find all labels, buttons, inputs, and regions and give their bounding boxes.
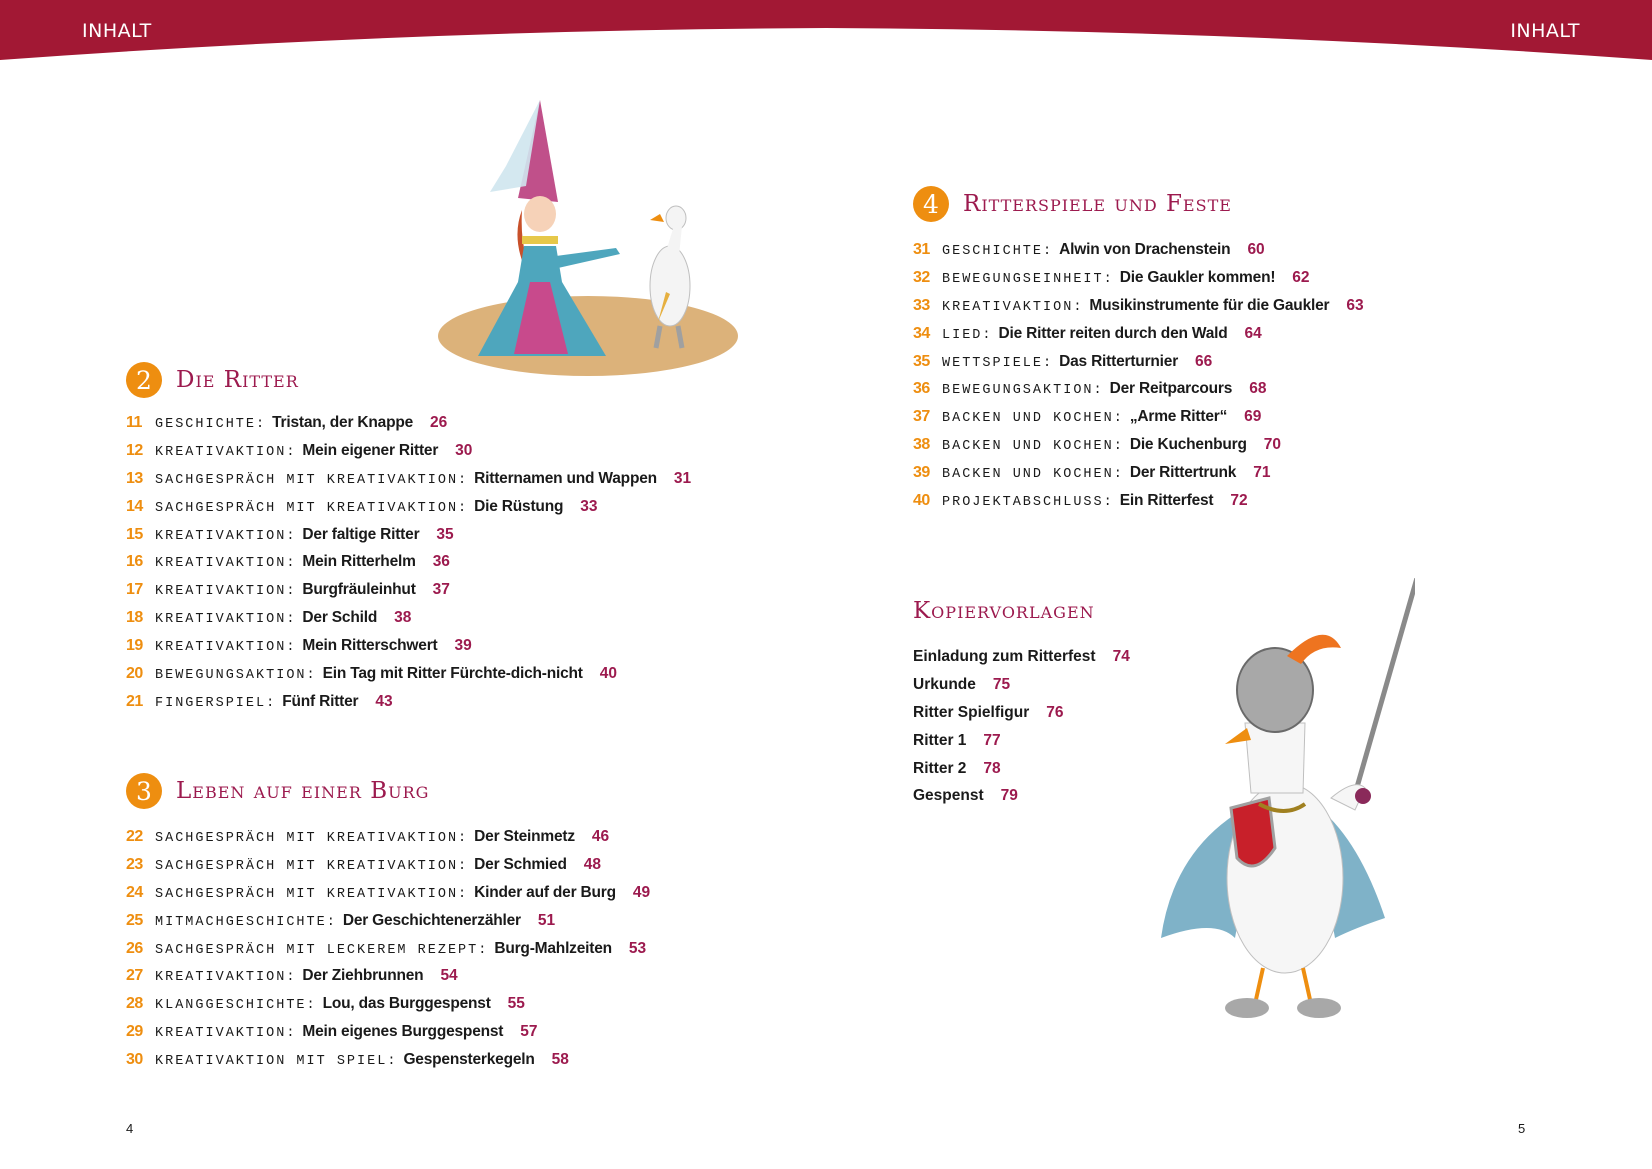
entry-page: 31: [673, 469, 692, 487]
kopiervorlage-entry[interactable]: [913, 732, 1130, 760]
entry-title: Musikinstrumente für die Gaukler: [1089, 296, 1330, 314]
toc-entry[interactable]: [126, 995, 650, 1023]
entry-title: Der faltige Ritter: [302, 525, 420, 543]
section-heading-3: [126, 773, 429, 809]
toc-entry[interactable]: [126, 414, 691, 442]
entry-category: KREATIVAKTION:: [155, 612, 297, 628]
kopiervorlage-entry[interactable]: [913, 760, 1130, 788]
section-title: Die Ritter: [176, 367, 299, 393]
entry-category: WETTSPIELE:: [942, 355, 1054, 371]
entry-page: 53: [628, 939, 647, 957]
toc-entry[interactable]: [126, 1051, 650, 1079]
entry-title: Der Schmied: [474, 855, 567, 873]
entry-category: LIED:: [942, 327, 993, 343]
toc-entry[interactable]: [913, 269, 1364, 297]
section-number-badge: 3: [126, 773, 162, 809]
entry-page: 38: [394, 609, 412, 627]
entry-number: 32: [913, 268, 930, 286]
toc-entry[interactable]: [126, 553, 691, 581]
entry-number: 36: [913, 380, 930, 398]
entry-category: GESCHICHTE:: [155, 417, 267, 432]
entry-page: 51: [537, 911, 556, 929]
entry-page: 76: [1046, 703, 1064, 721]
entry-number: 13: [126, 469, 143, 487]
entry-number: 14: [126, 497, 143, 515]
entry-category: SACHGESPRÄCH MIT KREATIVAKTION:: [155, 886, 469, 902]
entry-category: BEWEGUNGSEINHEIT:: [942, 271, 1114, 287]
entry-page: 68: [1249, 380, 1267, 398]
toc-entry[interactable]: [913, 241, 1364, 269]
entry-title: Kinder auf der Burg: [474, 883, 616, 901]
entry-title: Ein Tag mit Ritter Fürchte-dich-nicht: [322, 665, 583, 683]
entry-title: Fünf Ritter: [282, 692, 359, 710]
toc-entry[interactable]: [913, 325, 1364, 353]
entry-page: 72: [1230, 492, 1248, 510]
entry-title: Die Kuchenburg: [1129, 436, 1247, 454]
kopiervorlage-entry[interactable]: [913, 648, 1130, 676]
toc-entry[interactable]: [126, 912, 650, 940]
toc-entry[interactable]: [126, 526, 691, 554]
entry-number: 11: [126, 414, 142, 431]
kopiervorlage-entry[interactable]: [913, 676, 1130, 704]
toc-entry[interactable]: [126, 1023, 650, 1051]
entry-title: Lou, das Burggespenst: [322, 995, 491, 1013]
entry-category: GESCHICHTE:: [942, 244, 1054, 259]
entry-title: Ritter 2: [913, 759, 967, 777]
entry-category: BEWEGUNGSAKTION:: [942, 383, 1104, 399]
toc-entry[interactable]: [126, 828, 650, 856]
entry-title: Mein eigenes Burggespenst: [302, 1023, 504, 1041]
section-title: Leben auf einer Burg: [176, 778, 430, 804]
entry-category: MITMACHGESCHICHTE:: [155, 914, 337, 930]
entry-number: 38: [913, 436, 930, 454]
toc-entry[interactable]: [126, 637, 691, 665]
header-label-left: INHALT: [82, 20, 152, 42]
toc-entry[interactable]: [913, 408, 1364, 436]
entry-title: Ein Ritterfest: [1119, 492, 1214, 510]
kopiervorlage-entry[interactable]: [913, 787, 1130, 815]
entry-number: 16: [126, 553, 143, 571]
entry-number: 17: [126, 581, 143, 599]
entry-category: BACKEN UND KOCHEN:: [942, 467, 1124, 483]
toc-entry[interactable]: [126, 442, 691, 470]
section-heading-4: [913, 186, 1232, 222]
entry-page: 30: [455, 441, 473, 459]
entry-page: 39: [454, 637, 472, 655]
toc-list-section-4: [913, 241, 1364, 520]
entry-title: Der Geschichtenerzähler: [342, 911, 521, 929]
entry-page: 36: [432, 553, 450, 571]
entry-category: SACHGESPRÄCH MIT KREATIVAKTION:: [155, 472, 469, 488]
entry-category: FINGERSPIEL:: [155, 695, 277, 711]
toc-list-section-2: [126, 414, 691, 721]
entry-page: 60: [1247, 241, 1265, 258]
entry-title: Alwin von Drachenstein: [1059, 241, 1231, 258]
toc-entry[interactable]: [126, 856, 650, 884]
entry-number: 35: [913, 352, 930, 370]
entry-page: 78: [983, 759, 1001, 777]
page-number-left: 4: [126, 1121, 134, 1136]
entry-title: Ritter Spielfigur: [913, 703, 1030, 721]
entry-title: Urkunde: [913, 675, 976, 693]
entry-title: Einladung zum Ritterfest: [913, 648, 1096, 665]
entry-category: BACKEN UND KOCHEN:: [942, 411, 1124, 427]
entry-number: 24: [126, 883, 143, 901]
entry-category: KREATIVAKTION:: [942, 299, 1084, 315]
entry-page: 63: [1346, 296, 1364, 314]
toc-entry[interactable]: [126, 498, 691, 526]
toc-entry[interactable]: [126, 665, 691, 693]
entry-page: 69: [1244, 408, 1262, 426]
entry-page: 49: [632, 883, 651, 901]
entry-category: SACHGESPRÄCH MIT LECKEREM REZEPT:: [155, 942, 489, 958]
entry-title: Ritter 1: [913, 731, 967, 749]
entry-category: KREATIVAKTION MIT SPIEL:: [155, 1054, 398, 1070]
toc-entry[interactable]: [126, 581, 691, 609]
entry-title: Die Ritter reiten durch den Wald: [998, 324, 1228, 342]
entry-page: 71: [1253, 464, 1271, 482]
page-number-right: 5: [1518, 1121, 1526, 1136]
entry-category: KREATIVAKTION:: [155, 444, 297, 460]
toc-entry[interactable]: [913, 297, 1364, 325]
kopiervorlage-entry[interactable]: [913, 704, 1130, 732]
entry-category: KREATIVAKTION:: [155, 584, 297, 600]
entry-title: Der Schild: [302, 609, 378, 627]
entry-title: Gespensterkegeln: [403, 1051, 535, 1069]
entry-title: Ritternamen und Wappen: [474, 469, 657, 487]
entry-page: 40: [599, 665, 617, 683]
toc-entry[interactable]: [126, 609, 691, 637]
entry-number: 27: [126, 967, 143, 985]
entry-page: 58: [551, 1051, 569, 1069]
entry-category: KREATIVAKTION:: [155, 1026, 297, 1042]
entry-number: 23: [126, 855, 143, 873]
entry-page: 70: [1263, 436, 1281, 454]
entry-category: PROJEKTABSCHLUSS:: [942, 495, 1114, 511]
princess-goose-illustration: [438, 86, 738, 387]
entry-title: Mein Ritterhelm: [302, 553, 416, 571]
toc-entry[interactable]: [913, 380, 1364, 408]
entry-number: 33: [913, 296, 930, 314]
entry-category: SACHGESPRÄCH MIT KREATIVAKTION:: [155, 831, 469, 846]
entry-page: 64: [1244, 324, 1262, 342]
entry-title: Der Steinmetz: [474, 828, 575, 845]
entry-title: Der Reitparcours: [1109, 380, 1233, 398]
entry-page: 75: [992, 675, 1011, 693]
entry-number: 20: [126, 665, 143, 683]
entry-category: KLANGGESCHICHTE:: [155, 998, 317, 1014]
entry-category: KREATIVAKTION:: [155, 640, 297, 656]
entry-title: Die Gaukler kommen!: [1119, 268, 1276, 286]
toc-list-section-3: [126, 828, 650, 1079]
entry-number: 21: [126, 692, 143, 710]
entry-number: 39: [913, 464, 930, 482]
toc-entry[interactable]: [126, 693, 691, 721]
entry-category: SACHGESPRÄCH MIT KREATIVAKTION:: [155, 858, 469, 874]
entry-category: BACKEN UND KOCHEN:: [942, 439, 1124, 455]
toc-entry[interactable]: [913, 436, 1364, 464]
entry-page: 77: [983, 731, 1001, 749]
entry-title: Tristan, der Knappe: [272, 414, 414, 431]
entry-page: 37: [432, 581, 450, 599]
knight-goose-illustration: [1155, 578, 1415, 1033]
section-heading-2: [126, 362, 299, 398]
kopiervorlagen-title: Kopiervorlagen: [913, 598, 1095, 624]
toc-entry[interactable]: [126, 940, 650, 968]
header-banner: [0, 0, 1652, 62]
toc-entry[interactable]: [126, 884, 650, 912]
entry-number: 37: [913, 408, 930, 426]
header-label-right: INHALT: [1510, 20, 1580, 42]
entry-title: Das Ritterturnier: [1059, 352, 1179, 370]
section-title: Ritterspiele und Feste: [963, 191, 1232, 217]
entry-page: 43: [375, 692, 393, 710]
entry-title: Mein Ritterschwert: [302, 637, 438, 655]
entry-title: Der Ziehbrunnen: [302, 967, 424, 985]
entry-title: „Arme Ritter“: [1129, 408, 1228, 426]
toc-entry[interactable]: [913, 492, 1364, 520]
toc-entry[interactable]: [913, 353, 1364, 381]
entry-page: 57: [520, 1023, 538, 1041]
toc-entry[interactable]: [913, 464, 1364, 492]
entry-number: 12: [126, 441, 143, 459]
entry-page: 55: [507, 995, 525, 1013]
entry-number: 40: [913, 492, 930, 510]
kopiervorlagen-list: [913, 648, 1130, 815]
entry-title: Burg-Mahlzeiten: [494, 939, 612, 957]
entry-page: 74: [1112, 648, 1130, 665]
section-number-badge: 2: [126, 362, 162, 398]
entry-title: Die Rüstung: [474, 497, 564, 515]
entry-number: 22: [126, 828, 143, 845]
entry-number: 15: [126, 525, 143, 543]
section-number-badge: 4: [913, 186, 949, 222]
entry-title: Der Rittertrunk: [1129, 464, 1237, 482]
entry-number: 34: [913, 324, 930, 342]
entry-category: KREATIVAKTION:: [155, 970, 297, 986]
entry-number: 29: [126, 1023, 143, 1041]
entry-page: 66: [1195, 352, 1213, 370]
entry-page: 48: [583, 855, 601, 873]
entry-number: 30: [126, 1051, 143, 1069]
entry-category: KREATIVAKTION:: [155, 528, 297, 544]
entry-number: 31: [913, 241, 930, 258]
entry-page: 46: [591, 828, 610, 845]
entry-number: 25: [126, 911, 143, 929]
entry-page: 79: [1000, 787, 1018, 805]
entry-number: 28: [126, 995, 143, 1013]
entry-category: KREATIVAKTION:: [155, 556, 297, 572]
entry-number: 19: [126, 637, 143, 655]
entry-category: SACHGESPRÄCH MIT KREATIVAKTION:: [155, 500, 469, 516]
entry-category: BEWEGUNGSAKTION:: [155, 668, 317, 684]
entry-page: 54: [440, 967, 458, 985]
entry-title: Burgfräuleinhut: [302, 581, 416, 599]
entry-page: 35: [436, 525, 454, 543]
entry-number: 18: [126, 609, 143, 627]
entry-title: Mein eigener Ritter: [302, 441, 439, 459]
entry-title: Gespenst: [913, 787, 984, 805]
toc-entry[interactable]: [126, 967, 650, 995]
toc-entry[interactable]: [126, 470, 691, 498]
entry-page: 62: [1292, 268, 1310, 286]
entry-number: 26: [126, 939, 143, 957]
entry-page: 26: [430, 414, 448, 431]
entry-page: 33: [580, 497, 598, 515]
